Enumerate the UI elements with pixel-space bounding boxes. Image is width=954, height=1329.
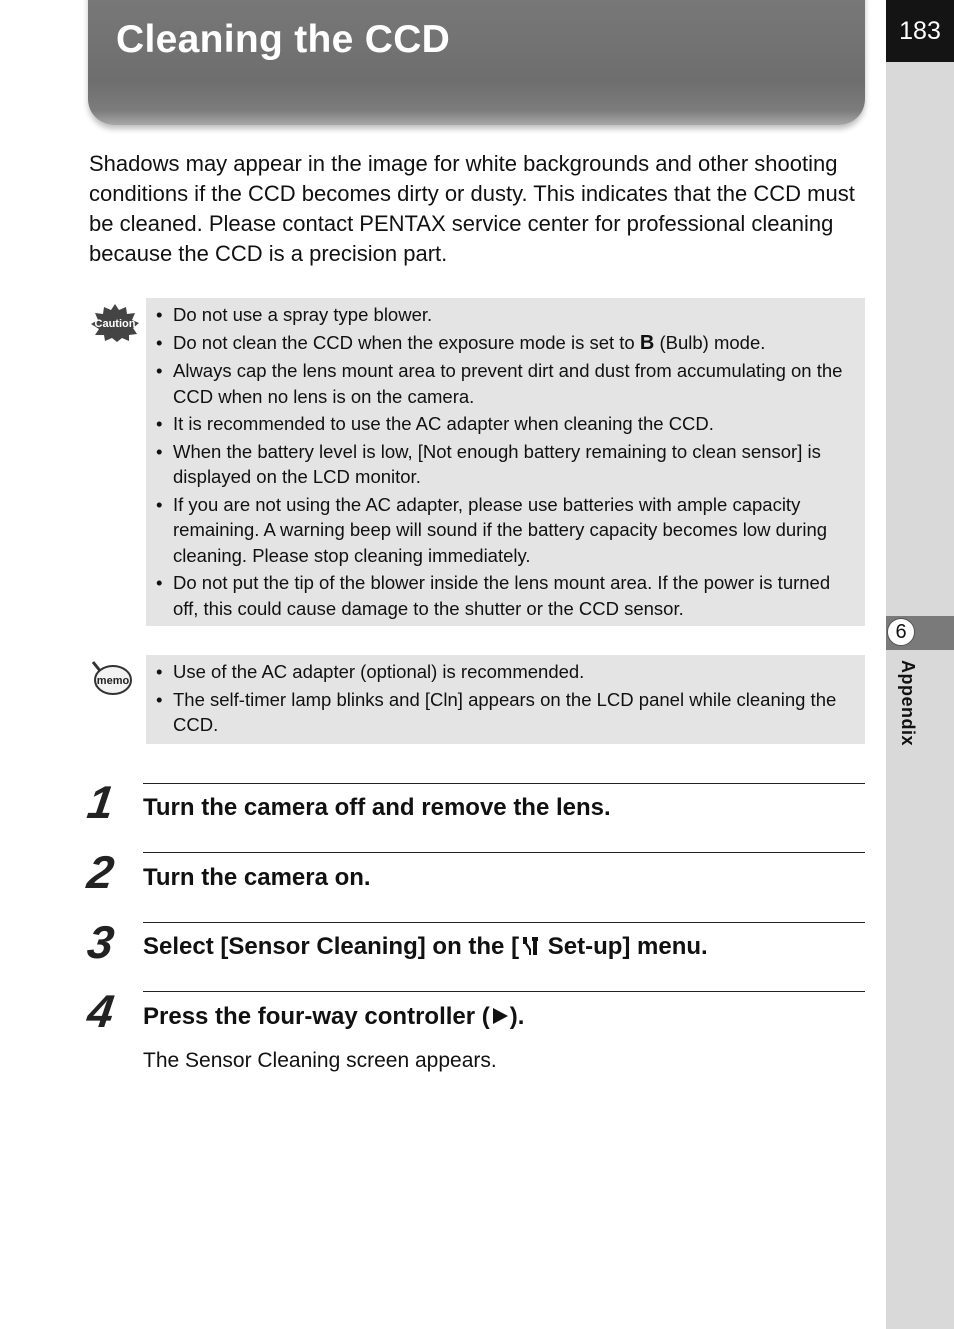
list-item: • The self-timer lamp blinks and [Cln] appears on the LCD panel while cleaning the CCD. xyxy=(156,688,837,735)
wrench-setup-icon xyxy=(519,935,541,957)
step-number: 2 xyxy=(84,846,118,898)
caution-icon-label: Caution xyxy=(94,318,136,330)
memo-box xyxy=(146,655,865,744)
page-title: Cleaning the CCD xyxy=(116,18,451,61)
intro-paragraph: Shadows may appear in the image for white backgrounds and other shooting conditions if the CCD becomes dirty or dusty. This indicates that the CCD must be cleaned. Please contact PENTAX service center for professional cleaning because the CCD is a precision part. xyxy=(89,151,855,266)
list-item: • Do not clean the CCD when the exposure mode is set to B (Bulb) mode. xyxy=(156,331,766,354)
step-number: 4 xyxy=(84,985,118,1037)
memo-icon-label: memo xyxy=(96,675,130,687)
list-item: • Use of the AC adapter (optional) is recommended. xyxy=(156,661,585,682)
memo-icon xyxy=(89,658,133,698)
step-divider xyxy=(143,991,865,992)
step-result-text: The Sensor Cleaning screen appears. xyxy=(143,1049,497,1072)
step-divider xyxy=(143,922,865,923)
chapter-number: 6 xyxy=(887,618,915,646)
step-text: Press the four-way controller ( ). xyxy=(143,1003,525,1030)
step-number: 3 xyxy=(84,916,118,968)
list-item: • When the battery level is low, [Not enough battery remaining to clean sensor] is displayed on the LCD monitor. xyxy=(156,440,821,487)
list-item: • Do not use a spray type blower. xyxy=(156,304,433,325)
list-item: • Always cap the lens mount area to prevent dirt and dust from accumulating on the CCD when no lens is on the camera. xyxy=(156,360,843,407)
caution-icon xyxy=(89,302,141,342)
step-text: Turn the camera on. xyxy=(143,864,371,891)
caution-box xyxy=(146,298,865,626)
list-item: • It is recommended to use the AC adapter when cleaning the CCD. xyxy=(156,413,714,434)
step-divider xyxy=(143,852,865,853)
bulb-mode-symbol: B xyxy=(639,331,655,354)
step-text: Select [Sensor Cleaning] on the [ Set-up] menu. xyxy=(143,933,708,960)
step-text: Turn the camera off and remove the lens. xyxy=(143,794,611,821)
chapter-label: Appendix xyxy=(898,660,918,747)
step-divider xyxy=(143,783,865,784)
list-item: • If you are not using the AC adapter, please use batteries with ample capacity remaining. A warning beep will sound if the battery capacity becomes low during cleaning. Please stop cleaning immediately. xyxy=(156,493,828,566)
play-right-icon xyxy=(490,1006,510,1026)
list-item: • Do not put the tip of the blower inside the lens mount area. If the power is turned off, this could cause damage to the shutter or the CCD sensor. xyxy=(156,572,831,619)
page-number: 183 xyxy=(886,0,954,62)
step-number: 1 xyxy=(84,776,118,828)
